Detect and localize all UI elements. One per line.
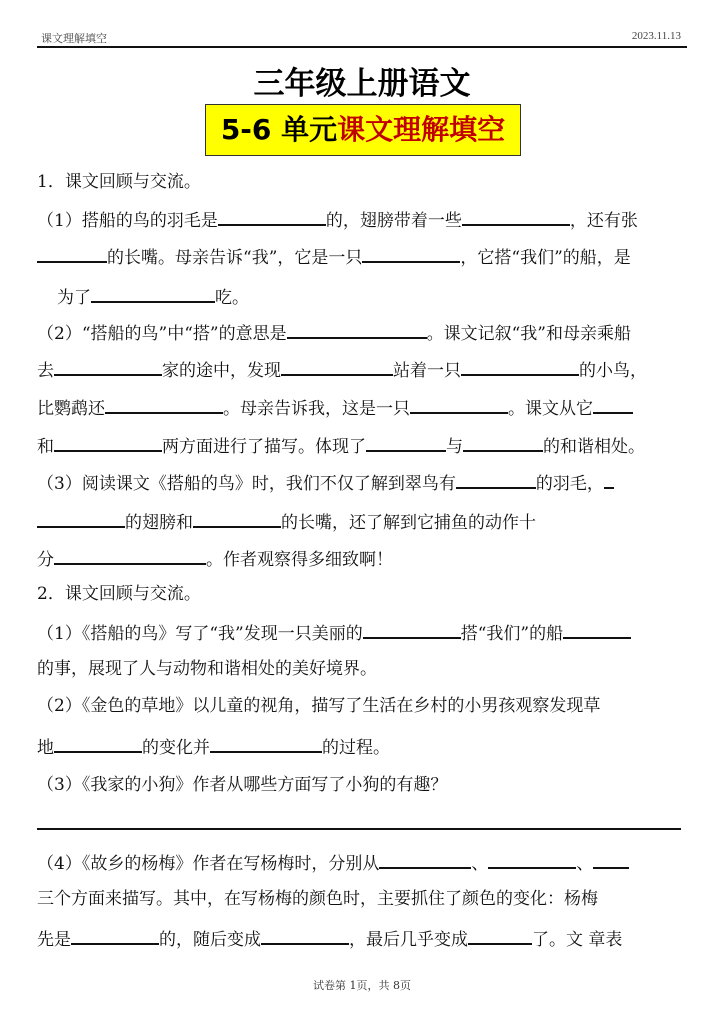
line-text: 、 [576,854,594,874]
line-text: 1．课文回顾与交流。 [37,172,201,192]
page-header [37,28,687,48]
line-text: 的，翅膀带着一些 [325,211,462,231]
line-text: 的翅膀和 [125,513,193,533]
line-text: （2）“搭船的鸟”中“搭”的意思是 [37,324,287,344]
fill-in-blank[interactable] [105,394,223,414]
page-title: 三年级上册语文 [253,66,471,102]
fill-in-blank[interactable] [37,508,125,528]
fill-in-blank[interactable] [456,469,536,489]
fill-in-blank[interactable] [37,243,107,263]
fill-in-blank[interactable] [193,508,281,528]
worksheet-line [37,206,638,230]
fill-in-blank[interactable] [463,432,543,452]
header-date: 2023.11.13 [631,30,681,42]
line-text: 的羽毛， [535,474,604,494]
subtitle-banner [205,104,521,156]
fill-in-blank[interactable] [593,849,629,869]
worksheet-line [37,657,377,681]
line-text: 。课文记叙“我”和母亲乘船 [426,324,631,344]
line-text: （3）阅读课文《搭船的鸟》时，我们不仅了解到翠鸟有 [37,474,456,494]
fill-in-blank[interactable] [54,356,162,376]
fill-in-blank[interactable] [461,356,579,376]
worksheet-line [37,394,633,418]
worksheet-line [37,469,614,493]
fill-in-blank[interactable] [593,394,633,414]
line-text: 。作者观察得多细致啊！ [206,550,393,570]
fill-in-blank[interactable] [462,206,570,226]
line-text: 。母亲告诉我，这是一只 [223,399,410,419]
fill-in-blank[interactable] [218,206,326,226]
line-text: （1）《搭船的鸟》写了“我”发现一只美丽的 [37,624,363,644]
worksheet-line [37,356,647,380]
line-text: 家的途中，发现 [162,361,281,381]
answer-blank-line[interactable] [37,828,681,830]
line-text: ，最后几乎变成 [349,930,468,950]
fill-in-blank[interactable] [563,619,631,639]
subtitle-unit: 5-6 单元 [220,113,338,146]
fill-in-blank[interactable] [261,925,349,945]
fill-in-blank[interactable] [468,925,532,945]
line-text: 先是 [37,930,71,950]
worksheet-line [37,319,631,343]
line-text: 为了 [57,288,91,308]
line-text: 的长嘴，还了解到它捕鱼的动作十 [281,513,536,533]
line-text: 分 [37,550,54,570]
line-text: 去 [37,361,54,381]
line-text: 三个方面来描写。其中，在写杨梅的颜色时，主要抓住了颜色的变化：杨梅 [37,889,598,909]
line-text: ，它搭“我们”的船，是 [460,248,631,268]
line-text: 2．课文回顾与交流。 [37,584,201,604]
fill-in-blank[interactable] [54,432,162,452]
line-text: 的小鸟， [579,361,647,381]
fill-in-blank[interactable] [91,283,215,303]
worksheet-line [37,849,629,873]
line-text: 了。文 章表 [532,930,623,950]
line-text: 地 [37,738,54,758]
fill-in-blank[interactable] [366,432,446,452]
fill-in-blank[interactable] [379,849,471,869]
fill-in-blank[interactable] [210,733,322,753]
line-text: 的变化并 [142,738,210,758]
worksheet-line [37,432,645,456]
fill-in-blank[interactable] [410,394,508,414]
worksheet-line [37,243,631,267]
fill-in-blank[interactable] [54,733,142,753]
line-text: 和 [37,437,54,457]
line-text: 两方面进行了描写。体现了 [162,437,366,457]
fill-in-blank[interactable] [281,356,393,376]
page-footer: 试卷第 1页，共 8页 [313,979,411,992]
worksheet-line [37,733,390,757]
line-text: 。课文从它 [508,399,593,419]
line-text: 的过程。 [322,738,390,758]
worksheet-line [37,508,536,532]
subtitle-topic: 课文理解填空 [337,113,506,146]
line-text: ，还有张 [569,211,638,231]
worksheet-line [37,170,201,194]
line-text: 的事，展现了人与动物和谐相处的美好境界。 [37,659,377,679]
worksheet-line [37,887,598,911]
worksheet-line [37,925,622,949]
worksheet-line [37,619,631,643]
fill-in-blank[interactable] [71,925,159,945]
worksheet-line [37,545,393,569]
line-text: 搭“我们”的船 [460,624,564,644]
line-text: （4）《故乡的杨梅》作者在写杨梅时，分别从 [37,854,380,874]
line-text: （1）搭船的鸟的羽毛是 [37,211,218,231]
fill-in-blank[interactable] [488,849,576,869]
line-text: （3）《我家的小狗》作者从哪些方面写了小狗的有趣？ [37,775,448,795]
fill-in-blank[interactable] [362,243,460,263]
line-text: （2）《金色的草地》以儿童的视角，描写了生活在乡村的小男孩观察发现草 [37,696,601,716]
line-text: 站着一只 [393,361,461,381]
worksheet-line [37,582,201,606]
line-text: 的，随后变成 [159,930,261,950]
fill-in-blank[interactable] [604,469,614,489]
fill-in-blank[interactable] [54,545,206,565]
line-text: 的和谐相处。 [543,437,645,457]
fill-in-blank[interactable] [363,619,461,639]
line-text: 、 [471,854,489,874]
worksheet-line [37,773,447,797]
fill-in-blank[interactable] [287,319,427,339]
line-text: 吃。 [215,288,249,308]
line-text: 比鹦鹉还 [37,399,105,419]
worksheet-line [37,694,600,718]
line-text: 与 [446,437,463,457]
header-doc-title: 课文理解填空 [41,32,107,45]
line-text: 的长嘴。母亲告诉“我”，它是一只 [107,248,363,268]
worksheet-line [57,283,249,307]
